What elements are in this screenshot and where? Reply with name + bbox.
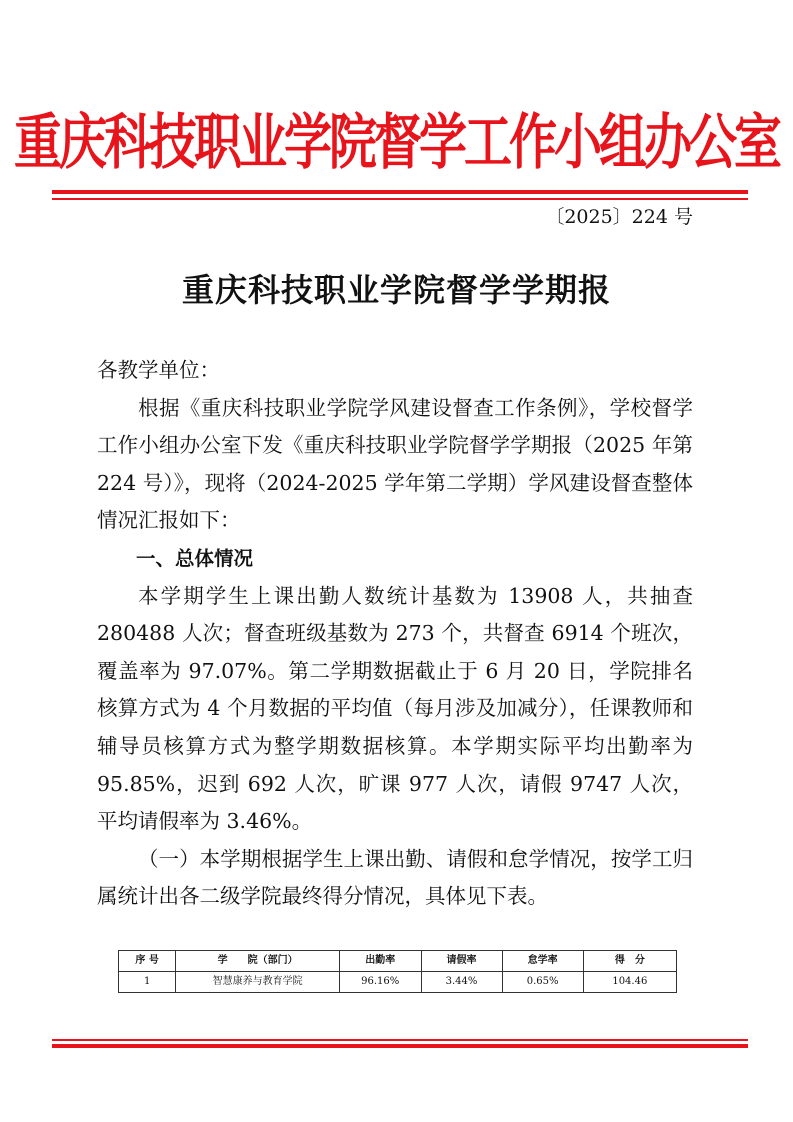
overview-paragraph: 本学期学生上课出勤人数统计基数为 13908 人，共抽查 280488 人次；督查班级基数为 273 个，共督查 6914 个班次，覆盖率为 97.07%。第二学期数据截止于 6 月 20 日，学院排名核算方式为 4 个月数据的平均值（每月涉及加减分），任课教师和辅导员核算方式为整学期数据核算。本学期实际平均出勤率为 95.85%，迟到 692 人次，旷课 977 人次，请假 9747 人次，平均请假率为 3.46%。 xyxy=(97,583,693,834)
document-body xyxy=(97,352,693,916)
cell-truancy: 0.65% xyxy=(502,972,583,993)
office-masthead: 重庆科技职业学院督学工作小组办公室 xyxy=(13,108,779,178)
table-header-row xyxy=(119,951,677,972)
cell-index: 1 xyxy=(119,972,176,993)
footer-rule-thin xyxy=(52,1039,748,1041)
col-header-leave: 请假率 xyxy=(421,951,502,972)
cell-college: 智慧康养与教育学院 xyxy=(176,972,340,993)
cell-leave: 3.44% xyxy=(421,972,502,993)
col-header-college: 学 院（部门） xyxy=(176,951,340,972)
salutation: 各教学单位： xyxy=(97,358,220,382)
masthead-rule-thin xyxy=(52,198,748,200)
section-heading-overview: 一、总体情况 xyxy=(136,546,254,570)
col-header-score: 得 分 xyxy=(583,951,676,972)
col-header-attendance: 出勤率 xyxy=(339,951,421,972)
table-row xyxy=(119,972,677,993)
intro-paragraph: 根据《重庆科技职业学院学风建设督查工作条例》，学校督学工作小组办公室下发《重庆科技职业学院督学学期报（2025 年第 224 号）》，现将（2024-2025 学年第二学期）学风建设督查整体情况汇报如下： xyxy=(97,395,693,533)
document-title: 重庆科技职业学院督学学期报 xyxy=(181,271,611,309)
footer-rule-thick xyxy=(52,1044,748,1048)
cell-attendance: 96.16% xyxy=(339,972,421,993)
cell-score: 104.46 xyxy=(583,972,676,993)
col-header-index: 序 号 xyxy=(119,951,176,972)
masthead-rule-thick xyxy=(52,190,748,194)
col-header-truancy: 怠学率 xyxy=(502,951,583,972)
subsection-paragraph: （一）本学期根据学生上课出勤、请假和怠学情况，按学工归属统计出各二级学院最终得分情况，具体见下表。 xyxy=(97,846,693,909)
document-number: 〔2025〕224 号 xyxy=(545,206,693,228)
college-score-table xyxy=(118,950,677,993)
